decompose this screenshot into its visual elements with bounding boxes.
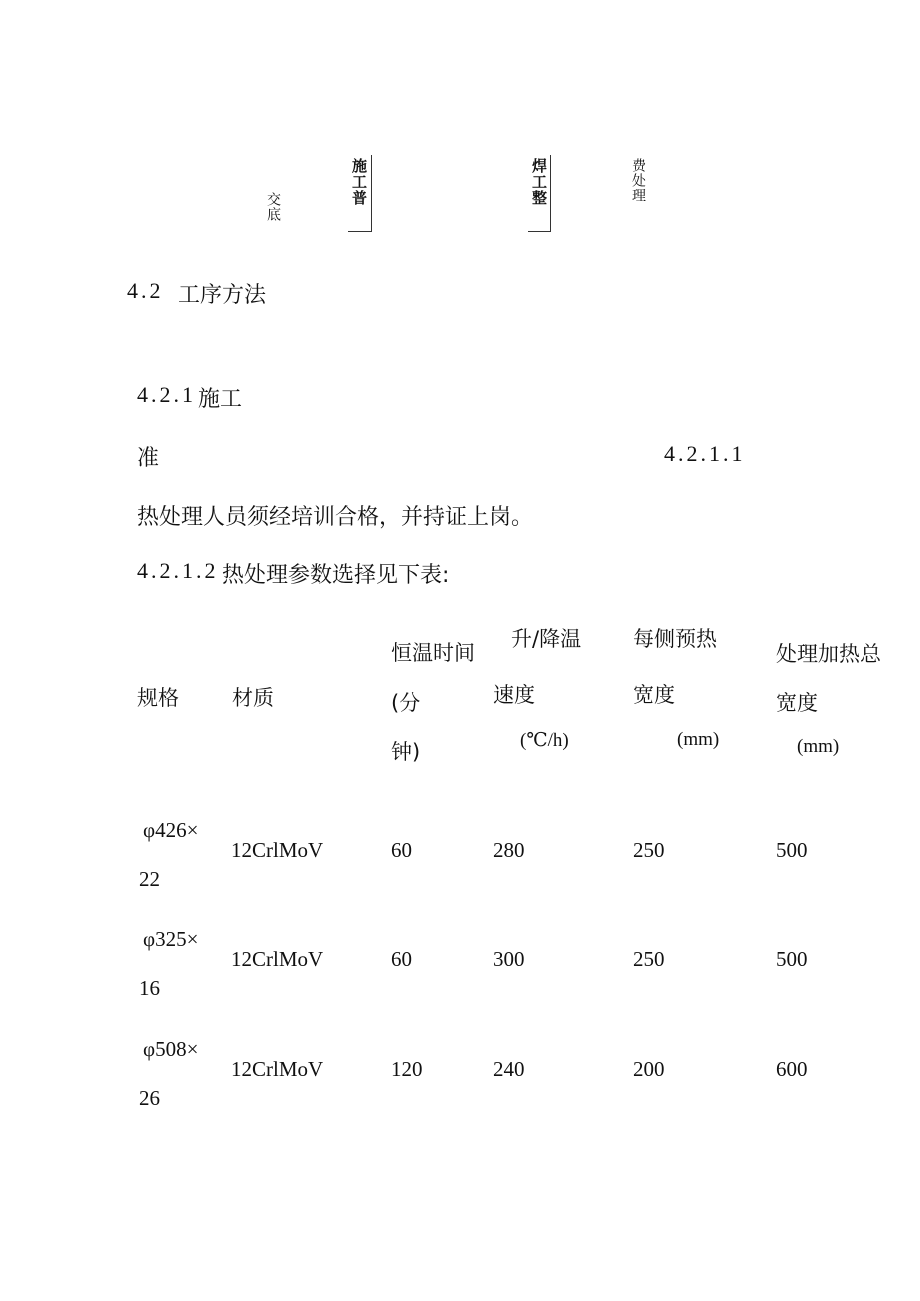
header-spec: 规格	[137, 686, 179, 710]
cell-spec: φ426×	[143, 818, 199, 842]
header-total-width: 处理加热总	[776, 642, 881, 666]
cell-preheat: 250	[633, 947, 665, 971]
subsection-number: 4.2.1	[137, 382, 196, 407]
header-hold-time: 恒温时间	[391, 641, 475, 665]
section-number: 4.2	[127, 278, 164, 303]
cell-spec: φ325×	[143, 927, 199, 951]
cell-material: 12CrlMoV	[231, 1057, 324, 1081]
subsection-title-cont: 准	[137, 446, 160, 471]
header-hold-time: 钟)	[391, 740, 421, 764]
cell-total-width: 500	[776, 947, 808, 971]
cell-hold-time: 60	[391, 838, 412, 862]
cell-spec: φ508×	[143, 1037, 199, 1061]
header-rate: 升/降温	[511, 627, 582, 651]
cell-rate: 300	[493, 947, 525, 971]
cell-preheat: 250	[633, 838, 665, 862]
cell-preheat: 200	[633, 1057, 665, 1081]
header-preheat: 宽度	[633, 683, 675, 707]
item-text: 热处理人员须经培训合格，并持证上岗。	[137, 505, 534, 530]
header-material: 材质	[232, 686, 274, 710]
header-rate: 速度	[493, 683, 535, 707]
header-total-width: 宽度	[776, 691, 818, 715]
flow-label-disclosure: 交底	[265, 192, 281, 222]
header-hold-time: (分	[391, 691, 421, 715]
flow-box-welder	[528, 155, 551, 232]
cell-material: 12CrlMoV	[231, 947, 324, 971]
cell-rate: 240	[493, 1057, 525, 1081]
header-preheat-unit: (mm)	[677, 729, 720, 750]
header-rate-unit: (℃/h)	[520, 730, 569, 751]
header-preheat: 每侧预热	[633, 627, 717, 651]
cell-spec: 22	[139, 867, 160, 891]
cell-rate: 280	[493, 838, 525, 862]
flow-label-heat-treatment: 费处理	[630, 158, 646, 203]
item-text: 热处理参数选择见下表:	[222, 563, 450, 588]
flow-box-label: 焊工整	[530, 158, 548, 206]
item-number: 4.2.1.2	[137, 558, 219, 583]
section-title: 工序方法	[178, 283, 267, 308]
cell-hold-time: 60	[391, 947, 412, 971]
cell-spec: 26	[139, 1086, 160, 1110]
subsection-title: 施工	[198, 387, 243, 412]
header-total-width-unit: (mm)	[797, 736, 840, 757]
cell-hold-time: 120	[391, 1057, 423, 1081]
flow-box-label: 施工普	[350, 158, 368, 206]
cell-total-width: 600	[776, 1057, 808, 1081]
cell-total-width: 500	[776, 838, 808, 862]
item-number: 4.2.1.1	[664, 441, 746, 466]
flow-box-construction	[348, 155, 372, 232]
cell-spec: 16	[139, 976, 160, 1000]
cell-material: 12CrlMoV	[231, 838, 324, 862]
